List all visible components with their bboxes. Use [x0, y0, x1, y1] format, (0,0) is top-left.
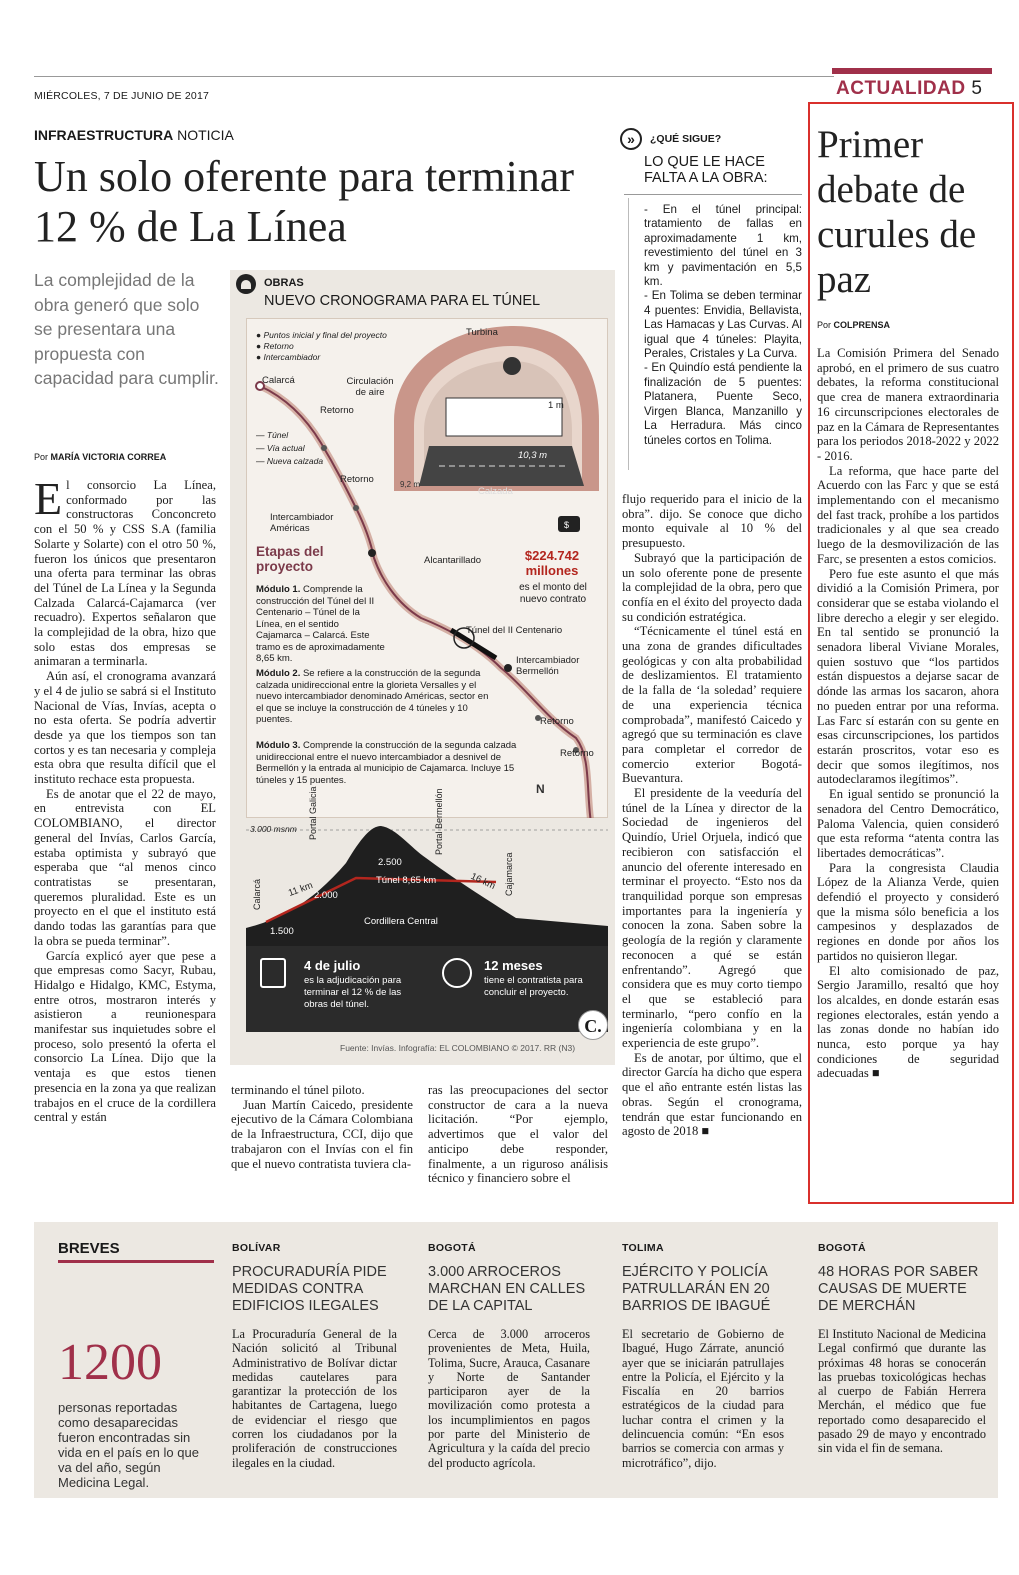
legend-item: ● Retorno	[256, 341, 294, 351]
drop-cap: E	[34, 473, 63, 524]
breves-label-rule	[58, 1260, 214, 1263]
section-name: ACTUALIDAD	[836, 78, 966, 99]
map-label: Intercambiador Bermellón	[516, 655, 580, 677]
que-sigue-header	[620, 128, 806, 150]
map-label: Turbina	[466, 327, 498, 338]
brief-category: BOGOTÁ	[818, 1242, 866, 1254]
legend-label: Puntos inicial y final del proyecto	[263, 330, 387, 340]
map-label: Retorno	[540, 716, 574, 727]
tunnel-length-label: Túnel 8,65 km	[376, 875, 437, 886]
byline-prefix: Por	[817, 320, 832, 330]
brief-item	[622, 1242, 784, 1470]
legend-label: Retorno	[263, 341, 294, 351]
paragraph: En igual sentido se pronunció la senadora del Centro Democrático, Paloma Valencia, quien consideró que esta reforma “atenta contra las libertades democráticas”.	[817, 787, 999, 860]
fact-text: tiene el contratista para concluir el proyecto.	[484, 975, 583, 998]
que-sigue-rule	[624, 194, 802, 195]
paragraph: El alto comisionado de paz, Sergio Jaramillo, resaltó que hoy los alcaldes, en donde estarán esas regiones electorales, están yendo a las zonas donde no habían ido nunca, esto porque ya hay condiciones de seguridad adecuadas ■	[817, 963, 999, 1081]
portal-label: Portal Bermellón	[434, 788, 444, 855]
legend-label: Túnel	[266, 430, 289, 440]
brief-body: El Instituto Nacional de Medicina Legal confirmó que durante las próximas 48 horas se conocerán las pruebas toxicológicas hechas al cuerpo de Fabián Herrera Merchán, el médico que fue reportado como desaparecido el pasado 29 de mayo y encontrado sin vida el fin de semana.	[818, 1327, 986, 1456]
breves-big-number: 1200	[58, 1334, 162, 1391]
paragraph: flujo requerido para el inicio de la obra”. dijo. Se conoce que dicho monto equivale al 10 % del presupuesto.	[622, 492, 802, 551]
article-column-2	[231, 1083, 413, 1171]
paragraph: Pero fue este asunto el que más dividió a la Comisión Primera, por considerar que se estaba violando el libre derecho a elegir y ser elegido. En tal sentido se pronunció la senadora liberal Viviane Morales, quien sostuvo que “los partidos están dispuestos a dejarse sacar de dónde las armas los sacaron, ahora no pueden entrar por una reforma. Las Farc sí estarán con su gente en esas circunscripciones, los partidos estarán proscritos, votar eso es decir que somos ilegítimos, nos autodeclaramos ilegítimos”.	[817, 566, 999, 787]
module-1	[256, 584, 386, 665]
brief-body: La Procuraduría General de la Nación solicitó al Tribunal Administrativo de Bolívar dictar medidas cautelares para garantizar la protección de los habitantes de Cartagena, luego de evidenciar el riesgo que corren los ciudadanos por la proliferación de construcciones ilegales en la ciudad.	[232, 1327, 397, 1470]
side-article-body	[817, 346, 999, 1081]
kicker-type: NOTICIA	[177, 127, 234, 143]
map-label: Retorno	[560, 748, 594, 759]
stages-title: Etapas del proyecto	[256, 544, 324, 574]
header-rule	[34, 76, 834, 77]
paragraph: El presidente de la veeduría del túnel de la Línea y director de la Sociedad de ingenieros del Quindío, Uriel Orjuela, indicó que recibieron con satisfacción el anuncio del oferente interesado en terminar el proyecto. “Esto nos da tranquilidad porque son empresas importantes para la ingeniería y conocen la zona. Saben sobre la geología de la región y claramente reconocen a qué se están enfrentando”. Agregó que considera que es muy corto tiempo el que se estableció para terminarlo, “pero confío en la ingeniería colombiana y en la experiencia de este grupo”.	[622, 786, 802, 1051]
article-byline	[34, 452, 216, 462]
brief-category: BOLÍVAR	[232, 1242, 281, 1254]
list-item: - En Tolima se deben terminar 4 puentes: Envidia, Bellavista, Las Hamacas y Las Curvas. Al igual que 4 túneles: Playita, Perales, Cristales y La Curva.	[644, 289, 802, 361]
legend-item: — Túnel	[256, 430, 289, 440]
breves-number-caption: personas reportadas como desaparecidas fueron encontradas sin vida en el país en lo que va del año, según Medicina Legal.	[58, 1400, 199, 1490]
paragraph: Subrayó que la participación de un solo oferente pone de presente la complejidad de la obra, pero que confía en el éxito del proyecto dada su condición estratégica.	[622, 550, 802, 624]
paragraph: Juan Martín Caicedo, presidente ejecutivo de la Cámara Colombiana de la Infraestructura, CCI, dijo que trabajaron con el Invías con el fin que el nuevo contratista tuviera cla-	[231, 1097, 413, 1171]
graphic-source: Fuente: Invías. Infografía: EL COLOMBIANO © 2017. RR (N3)	[340, 1043, 576, 1053]
interchange-marker	[368, 549, 376, 557]
altitude-label: 2.000	[314, 890, 338, 901]
fact-2	[484, 958, 594, 999]
altitude-label: 3.000 msnm	[250, 824, 297, 834]
legend-label: Nueva calzada	[266, 456, 324, 466]
module-label: Módulo 3.	[256, 740, 301, 751]
brief-title: 3.000 ARROCEROS MARCHAN EN CALLES DE LA CAPITAL	[428, 1264, 586, 1314]
turbine-icon	[503, 357, 521, 375]
que-sigue-title: LO QUE LE HACE FALTA A LA OBRA:	[644, 154, 768, 186]
article-column-4	[622, 492, 802, 1139]
module-text: Se refiere a la construcción de la segunda calzada unidireccional entre la glorieta Versalles y el nuevo intercambiador denominado Américas, sector en el que se incluye la construcción de 4 túneles y 10 puentes.	[256, 668, 489, 725]
paragraph: La reforma, que hace parte del Acuerdo con las Farc y que se está implementando con el mecanismo del fast track, prohíbe a los partidos tradicionales y al que sea creado luego de la desmovilización de las Farc, se presenten a estos comicios.	[817, 463, 999, 566]
brief-item	[428, 1242, 590, 1470]
map-label: Calarcá	[262, 375, 295, 386]
place-label: Cajamarca	[504, 852, 514, 896]
map-label: Alcantarillado	[424, 555, 482, 566]
article-kicker	[34, 127, 234, 143]
article-column-1	[34, 452, 216, 1125]
legend-item: — Nueva calzada	[256, 456, 324, 466]
altitude-label: 2.500	[378, 857, 402, 868]
graphic-label: OBRAS	[264, 277, 304, 289]
article-title: Un solo oferente para terminar 12 % de La Línea	[34, 152, 574, 251]
map-label: Intercambiador Américas	[270, 512, 334, 534]
module-text: Comprende la construcción de la segunda calzada unidireccional entre el nuevo intercambiador a desnivel de Bermellón y la entrada al municipio de Cajamarca. Incluye 15 túneles y 15 puentes.	[256, 740, 517, 786]
list-item: - En Quindío está pendiente la finalización de 5 puentes: Platanera, Puente Seco, Virgen Blanca, Manzanillo y La Herradura. Más cinco túneles cortos en Tolima.	[644, 361, 802, 447]
breves-label: BREVES	[58, 1240, 120, 1257]
brief-title: EJÉRCITO Y POLICÍA PATRULLARÁN EN 20 BARRIOS DE IBAGUÉ	[622, 1264, 771, 1314]
fact-title: 4 de julio	[304, 958, 361, 973]
module-text: Comprende la construcción del Túnel del II Centenario – Túnel de la Línea, en el sentido Cajamarca – Calarcá. Este tramo es de aproximadamente 8,65 km.	[256, 584, 385, 664]
map-label: Circulación de aire	[346, 376, 394, 398]
legend-item: ● Puntos inicial y final del proyecto	[256, 330, 387, 340]
fact-1	[304, 958, 424, 1011]
module-label: Módulo 2.	[256, 668, 301, 679]
que-sigue-list	[644, 203, 802, 448]
brief-item	[818, 1242, 986, 1456]
legend-item: ● Intercambiador	[256, 352, 321, 362]
contract-amount-caption: es el monto del nuevo contrato	[519, 582, 587, 605]
paragraph: Es de anotar que el 22 de mayo, en entrevista con EL COLOMBIANO, el director general del Invías, Carlos García, estaba optimista y subrayó que esperaba que “al menos cinco contratistas se presentaran, queremos pluralidad. Este es un proyecto en el que el instituto está dando todas las garantías para que la obra se pueda terminar”.	[34, 786, 216, 948]
page-number: 5	[971, 78, 983, 99]
brief-category: TOLIMA	[622, 1242, 664, 1254]
paragraph: Es de anotar, por último, que el director García ha dicho que espera que el año entrante estén listas las obras. Según el cronograma, tendrán que estar funcionando en agosto de 2018 ■	[622, 1050, 802, 1139]
brief-body: Cerca de 3.000 arroceros provenientes de Meta, Huila, Tolima, Sucre, Arauca, Casanare y Norte de Santander participaron ayer de la movilización como protesta a los incumplimientos en pagos por parte del Ministerio de Agricultura y la caída del precio del producto agrícola.	[428, 1327, 590, 1470]
map-label: Retorno	[340, 474, 374, 485]
paragraph-text: l consorcio La Línea, conformado por las constructoras Conconcreto con el 50 % y CSS S.A (familia Solarte y Solarte) con el otro 50 %, fueron los únicos que presentaron una oferta para terminar las obras del Túnel de La Línea y la Segunda Calzada Calarcá-Cajamarca (ver recuadro). Expertos señalaron que la complejidad de la obra, hizo que solo estas dos empresas se animaran a terminarla.	[34, 478, 216, 669]
legend-item: — Vía actual	[256, 443, 305, 453]
brief-body: El secretario de Gobierno de Ibagué, Hugo Zárrate, anunció ayer que se iniciarán patrullajes entre la Policía, el Ejército y la Fiscalía en 20 barrios estratégicos de la ciudad para luchar contra el crimen y la delincuencia común: “En esos barrios se comercia con armas y microtráfico”, dijo.	[622, 1327, 784, 1470]
contract-amount: $224.742 millones	[524, 548, 580, 578]
return-marker	[353, 505, 359, 511]
map-label: 9,2 m	[400, 480, 421, 489]
map-label: Calzada	[478, 486, 513, 497]
kicker-category: INFRAESTRUCTURA	[34, 127, 174, 143]
paragraph: García explicó ayer que pese a que empresas como Sacyr, Rubau, Hidalgo e Hidalgo, KMC, Estyma, entre otros, mostraron interés y asistieron a reunionespara manifestar sus inquietudes sobre el proceso, solo presentó la oferta el consorcio La Línea. Dijo que la ventaja es que estos tienen presencia en la zona ya que realizan trabajos en el cruce de la cordillera central y están	[34, 948, 216, 1125]
paragraph	[34, 473, 216, 669]
section-header	[836, 78, 982, 100]
brief-title: PROCURADURÍA PIDE MEDIDAS CONTRA EDIFICIOS ILEGALES	[232, 1264, 387, 1314]
module-3	[256, 740, 526, 786]
map-label: 10,3 m	[518, 450, 548, 461]
brief-item	[232, 1242, 397, 1470]
paragraph: ras las preocupaciones del sector constructor de cara a la nueva licitación. “Por ejemplo, advertimos que el valor del anticipo debe responder, finalmente, a un riguroso análisis técnico y financiero sobre el	[428, 1083, 608, 1186]
distance-label: 16 km	[468, 871, 497, 892]
section-accent-bar	[832, 68, 992, 74]
que-sigue-box	[620, 128, 806, 448]
place-label: Calarcá	[252, 878, 262, 910]
paragraph: Para la congresista Claudia López de la Alianza Verde, quien defendió el proyecto y consideró que la misma sólo beneficia a los campesinos y desplazados de regiones en donde por años los partidos no quisieron llegar.	[817, 860, 999, 963]
north-icon: N	[536, 782, 545, 796]
interchange-marker	[504, 664, 512, 672]
paragraph: terminando el túnel piloto.	[231, 1083, 365, 1097]
module-2	[256, 668, 496, 726]
return-marker	[321, 445, 327, 451]
article-column-3	[428, 1083, 608, 1186]
stopwatch-icon	[442, 958, 472, 988]
byline-prefix: Por	[34, 452, 49, 462]
fact-text: es la adjudicación para terminar el 12 % de las obras del túnel.	[304, 975, 402, 1010]
paragraph: La Comisión Primera del Senado aprobó, en el primero de sus cuatro debates, la reforma constitucional que crea de manera extraordinaria 16 circunscripciones electorales de paz en la Cámara de Representantes para los periodos 2018-2022 y 2022 - 2016.	[817, 346, 999, 463]
map-label: Túnel del II Centenario	[466, 625, 563, 636]
legend-label: Intercambiador	[263, 352, 321, 362]
document-icon	[260, 958, 286, 988]
list-item: - En el túnel principal: tratamiento de fallas en aproximadamente 1 km, revestimiento del túnel en 3 km y pavimentación en 5,5 km.	[644, 203, 802, 289]
tunnel-icon	[236, 274, 256, 294]
mountain-label: Cordillera Central	[364, 916, 438, 927]
que-sigue-side-rule	[628, 198, 629, 470]
newspaper-logo: C.	[578, 1010, 608, 1040]
map-label: Retorno	[320, 405, 354, 416]
altitude-label: 1.500	[270, 926, 294, 937]
fact-title: 12 meses	[484, 958, 543, 973]
module-label: Módulo 1.	[256, 584, 301, 595]
svg-text:$: $	[564, 520, 570, 530]
byline-author: MARÍA VICTORIA CORREA	[50, 452, 167, 462]
paragraph: “Técnicamente el túnel está en una zona de grandes dificultades geológicas y con alta probabilidad de deslizamientos. El tratamiento de la falla de ‘la soledad’ requiere de una experiencia técnica comprobada”, manifestó Caicedo y agregó que su terminación es clave para completar el corredor de comercio exterior Bogotá-Buevantura.	[622, 624, 802, 786]
issue-date: MIÉRCOLES, 7 DE JUNIO DE 2017	[34, 90, 210, 102]
side-article-title: Primer debate de curules de paz	[817, 123, 977, 301]
byline-author: COLPRENSA	[833, 320, 891, 330]
brief-title: 48 HORAS POR SABER CAUSAS DE MUERTE DE MERCHÁN	[818, 1264, 979, 1314]
distance-label: 11 km	[286, 880, 315, 899]
map-label: 1 m	[548, 400, 564, 411]
double-chevron-icon: »	[620, 128, 642, 150]
side-article-byline	[817, 320, 890, 330]
que-sigue-label: ¿QUÉ SIGUE?	[650, 133, 722, 145]
brief-category: BOGOTÁ	[428, 1242, 476, 1254]
article-lead: La complejidad de la obra generó que solo se presentara una propuesta con capacidad para cumplir.	[34, 270, 219, 388]
graphic-title: NUEVO CRONOGRAMA PARA EL TÚNEL	[264, 293, 541, 309]
portal-label: Portal Galicia	[308, 786, 318, 840]
tunnel-cutaway	[394, 326, 599, 491]
legend-label: Vía actual	[266, 443, 305, 453]
paragraph: Aún así, el cronograma avanzará y el 4 de julio se sabrá si el Instituto Nacional de Vías, Invías, acepta o no esta oferta. Se podría advertir desde ya que los tiempos son tan cortos y es tan necesaria y compleja esta obra que resulta difícil que el instituto rechace esta propuesta.	[34, 669, 216, 787]
